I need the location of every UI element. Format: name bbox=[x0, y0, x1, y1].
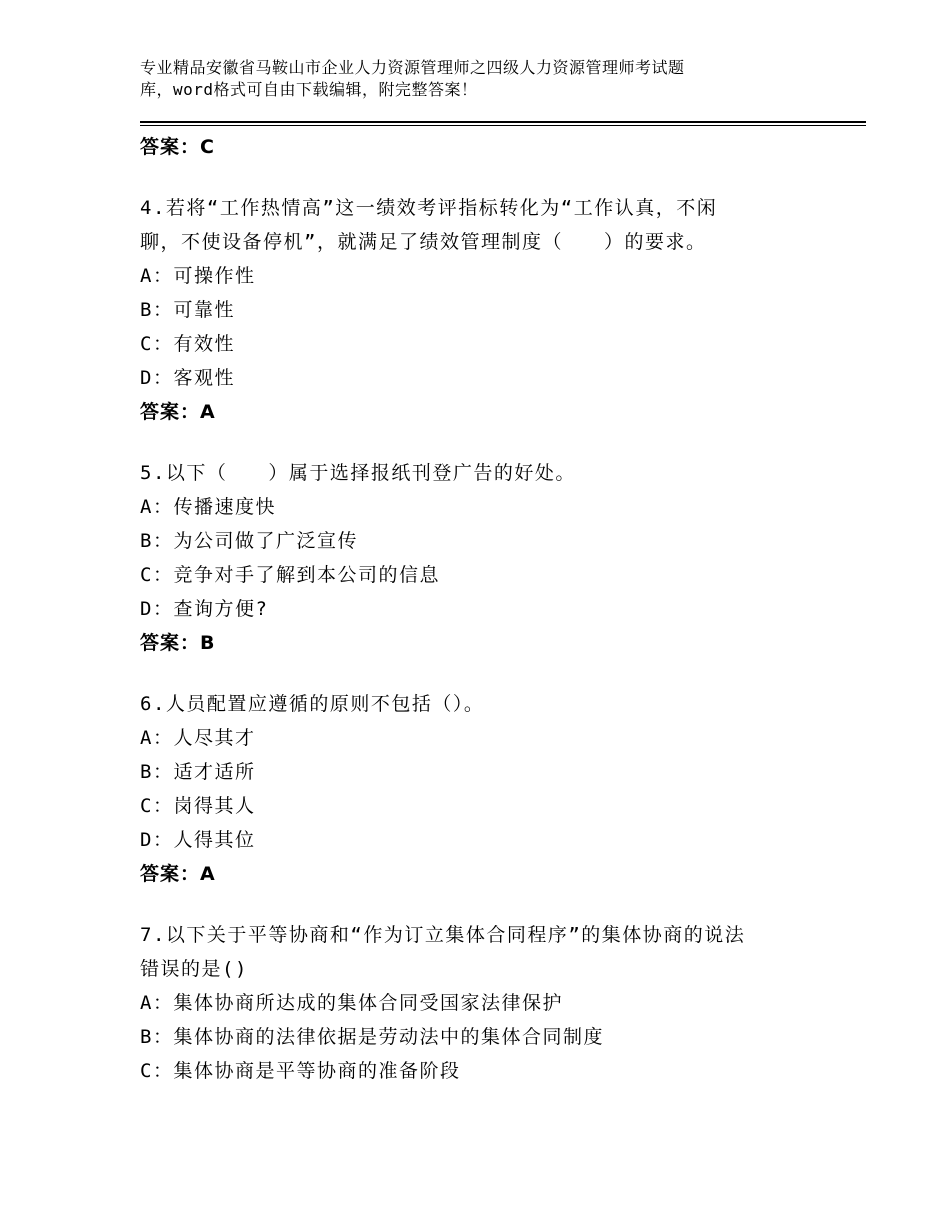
question-text: 错误的是() bbox=[140, 958, 248, 980]
option-d: D：人得其位 bbox=[140, 829, 256, 851]
question-text: 聊，不使设备停机”，就满足了绩效管理制度（ ）的要求。 bbox=[140, 231, 707, 253]
option-d: D：查询方便? bbox=[140, 598, 269, 620]
page-header bbox=[140, 57, 800, 101]
question-text: 5.以下（ ）属于选择报纸刊登广告的好处。 bbox=[140, 462, 576, 484]
option-b: B：可靠性 bbox=[140, 299, 235, 321]
option-c: C：集体协商是平等协商的准备阶段 bbox=[140, 1060, 461, 1082]
option-a: A：人尽其才 bbox=[140, 727, 256, 749]
header-line-1: 专业精品安徽省马鞍山市企业人力资源管理师之四级人力资源管理师考试题 bbox=[140, 58, 685, 77]
option-c: C：有效性 bbox=[140, 333, 235, 355]
answer: 答案：A bbox=[140, 863, 216, 885]
option-a: A：集体协商所达成的集体合同受国家法律保护 bbox=[140, 992, 563, 1014]
header-rule-thick bbox=[140, 121, 866, 123]
question-text: 4.若将“工作热情高”这一绩效考评指标转化为“工作认真，不闲 bbox=[140, 197, 718, 219]
question-content bbox=[140, 130, 840, 1088]
question-text: 7.以下关于平等协商和“作为订立集体合同程序”的集体协商的说法 bbox=[140, 924, 746, 946]
option-b: B：集体协商的法律依据是劳动法中的集体合同制度 bbox=[140, 1026, 604, 1048]
question-text: 6.人员配置应遵循的原则不包括（）。 bbox=[140, 693, 485, 715]
answer: 答案：A bbox=[140, 401, 216, 423]
question-7 bbox=[140, 918, 840, 1088]
option-b: B：适才适所 bbox=[140, 761, 256, 783]
header-rule-thin bbox=[140, 125, 866, 126]
option-a: A：传播速度快 bbox=[140, 496, 276, 518]
answer: 答案：B bbox=[140, 632, 216, 654]
header-line-2: 库，word格式可自由下载编辑，附完整答案！ bbox=[140, 80, 478, 99]
option-a: A：可操作性 bbox=[140, 265, 256, 287]
option-c: C：岗得其人 bbox=[140, 795, 256, 817]
question-5 bbox=[140, 456, 840, 660]
option-c: C：竞争对手了解到本公司的信息 bbox=[140, 564, 440, 586]
option-b: B：为公司做了广泛宣传 bbox=[140, 530, 358, 552]
previous-answer: 答案：C bbox=[140, 136, 215, 158]
question-6 bbox=[140, 687, 840, 891]
option-d: D：客观性 bbox=[140, 367, 235, 389]
question-4 bbox=[140, 191, 840, 429]
